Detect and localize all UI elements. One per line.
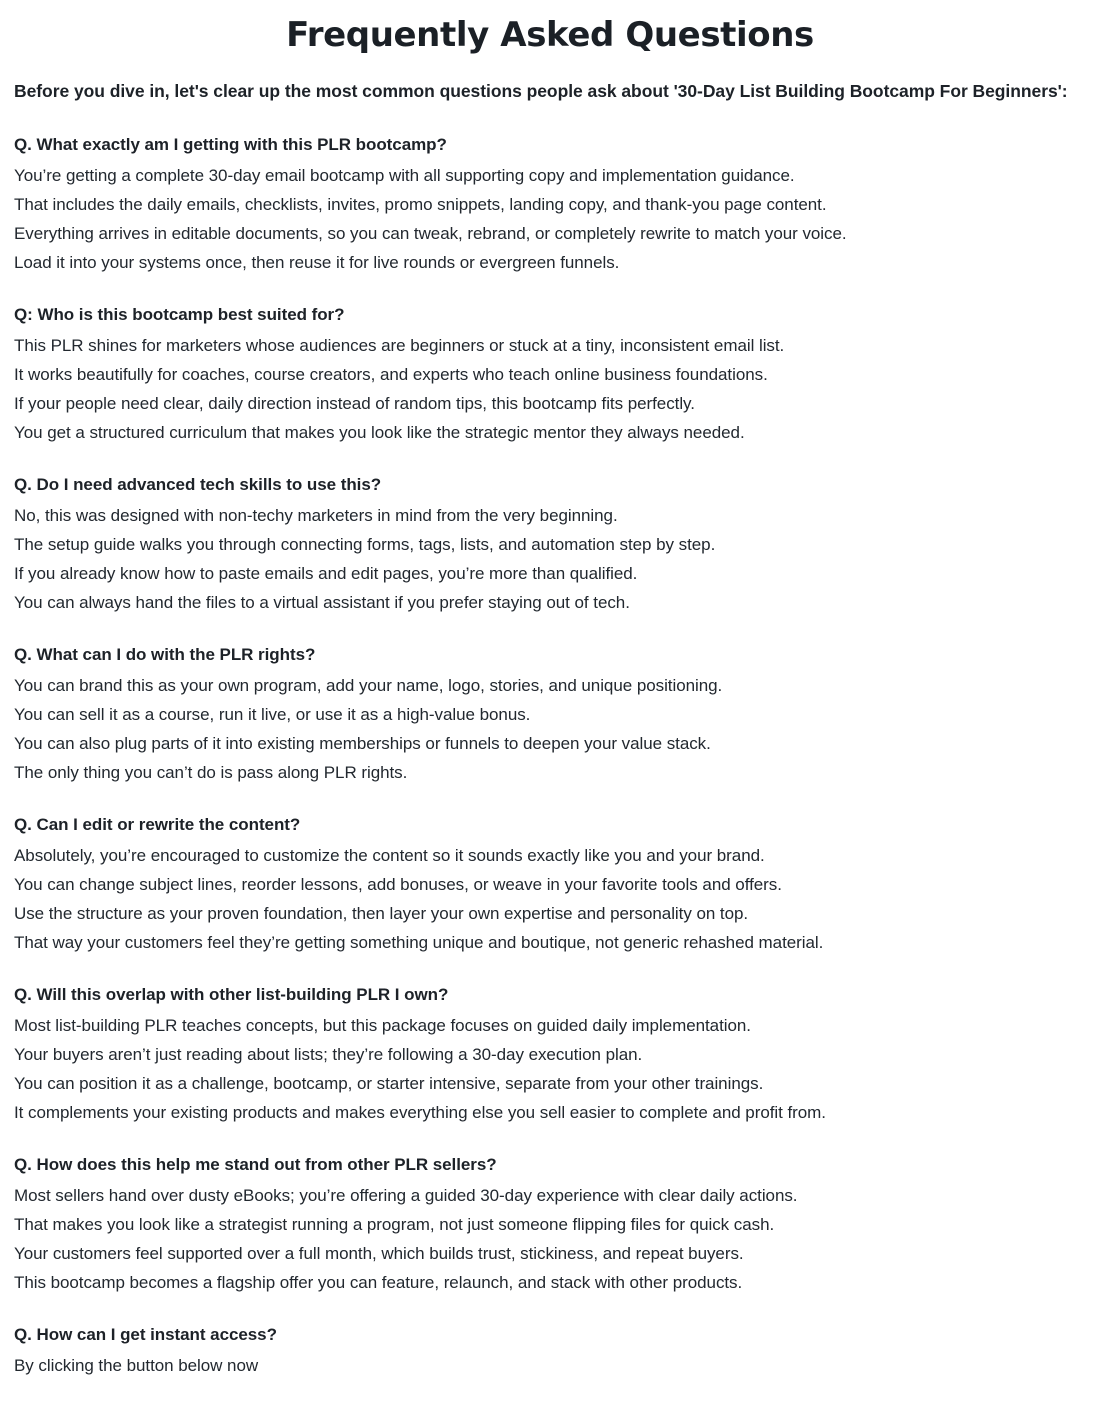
faq-answer-line: You can sell it as a course, run it live, or use it as a high-value bonus. [14,705,531,724]
faq-answer-line: This PLR shines for marketers whose audiences are beginners or stuck at a tiny, inconsistent email list. [14,336,785,355]
faq-answer-line: You get a structured curriculum that makes you look like the strategic mentor they always needed. [14,423,745,442]
faq-answer-line: That includes the daily emails, checklists, invites, promo snippets, landing copy, and thank-you page content. [14,195,827,214]
faq-answer-line: If you already know how to paste emails and edit pages, you’re more than qualified. [14,564,638,583]
faq-answer-line: Most list-building PLR teaches concepts, but this package focuses on guided daily implementation. [14,1016,751,1035]
faq-item [14,1127,1086,1297]
faq-answer-line: By clicking the button below now [14,1356,259,1375]
faq-answer-line: That makes you look like a strategist running a program, not just someone flipping files for quick cash. [14,1215,775,1234]
bottom-spacer [14,1380,1086,1420]
faq-answer-line: This bootcamp becomes a flagship offer you can feature, relaunch, and stack with other products. [14,1273,743,1292]
faq-answer [14,1347,1086,1380]
faq-answer-line: The setup guide walks you through connecting forms, tags, lists, and automation step by step. [14,535,716,554]
faq-answer [14,667,1086,787]
faq-answer-line: You can also plug parts of it into existing memberships or funnels to deepen your value stack. [14,734,711,753]
faq-question[interactable]: Q. Will this overlap with other list-building PLR I own? [14,985,449,1004]
faq-answer [14,497,1086,617]
faq-answer-line: Your buyers aren’t just reading about lists; they’re following a 30-day execution plan. [14,1045,643,1064]
page-title: Frequently Asked Questions [286,15,814,55]
faq-answer-line: Absolutely, you’re encouraged to customize the content so it sounds exactly like you and your brand. [14,846,765,865]
faq-answer-line: It complements your existing products and makes everything else you sell easier to complete and profit from. [14,1103,826,1122]
faq-answer-line: Use the structure as your proven foundation, then layer your own expertise and personality on top. [14,904,749,923]
faq-intro-text: Before you dive in, let's clear up the most common questions people ask about '30-Day List Building Bootcamp For Beginners': [14,81,1068,101]
faq-answer [14,1007,1086,1127]
faq-answer-line: You can always hand the files to a virtual assistant if you prefer staying out of tech. [14,593,630,612]
faq-question[interactable]: Q. Do I need advanced tech skills to use this? [14,475,382,494]
faq-item [14,107,1086,277]
faq-item [14,277,1086,447]
faq-answer-line: You can position it as a challenge, bootcamp, or starter intensive, separate from your other trainings. [14,1074,764,1093]
faq-item [14,957,1086,1127]
faq-item [14,1297,1086,1380]
faq-answer-line: Your customers feel supported over a full month, which builds trust, stickiness, and repeat buyers. [14,1244,744,1263]
faq-question[interactable]: Q. Can I edit or rewrite the content? [14,815,301,834]
faq-answer-line: If your people need clear, daily direction instead of random tips, this bootcamp fits perfectly. [14,394,695,413]
faq-item [14,617,1086,787]
faq-answer-line: You can change subject lines, reorder lessons, add bonuses, or weave in your favorite tools and offers. [14,875,782,894]
faq-answer-line: It works beautifully for coaches, course creators, and experts who teach online business foundations. [14,365,768,384]
faq-answer [14,157,1086,277]
faq-question[interactable]: Q. How can I get instant access? [14,1325,277,1344]
faq-question[interactable]: Q. What exactly am I getting with this PLR bootcamp? [14,135,447,154]
faq-answer-line: You can brand this as your own program, add your name, logo, stories, and unique positioning. [14,676,723,695]
faq-list [14,107,1086,1380]
faq-answer-line: That way your customers feel they’re getting something unique and boutique, not generic rehashed material. [14,933,824,952]
faq-answer [14,327,1086,447]
faq-answer-line: Load it into your systems once, then reuse it for live rounds or evergreen funnels. [14,253,620,272]
faq-answer-line: The only thing you can’t do is pass along PLR rights. [14,763,408,782]
faq-question[interactable]: Q. What can I do with the PLR rights? [14,645,316,664]
faq-answer [14,837,1086,957]
faq-answer [14,1177,1086,1297]
faq-answer-line: Everything arrives in editable documents, so you can tweak, rebrand, or completely rewrite to match your voice. [14,224,847,243]
faq-answer-line: No, this was designed with non-techy marketers in mind from the very beginning. [14,506,618,525]
faq-answer-line: You’re getting a complete 30-day email bootcamp with all supporting copy and implementation guidance. [14,166,795,185]
faq-question[interactable]: Q. How does this help me stand out from other PLR sellers? [14,1155,497,1174]
faq-item [14,447,1086,617]
faq-item [14,787,1086,957]
faq-answer-line: Most sellers hand over dusty eBooks; you’re offering a guided 30-day experience with clear daily actions. [14,1186,798,1205]
faq-question[interactable]: Q: Who is this bootcamp best suited for? [14,305,345,324]
